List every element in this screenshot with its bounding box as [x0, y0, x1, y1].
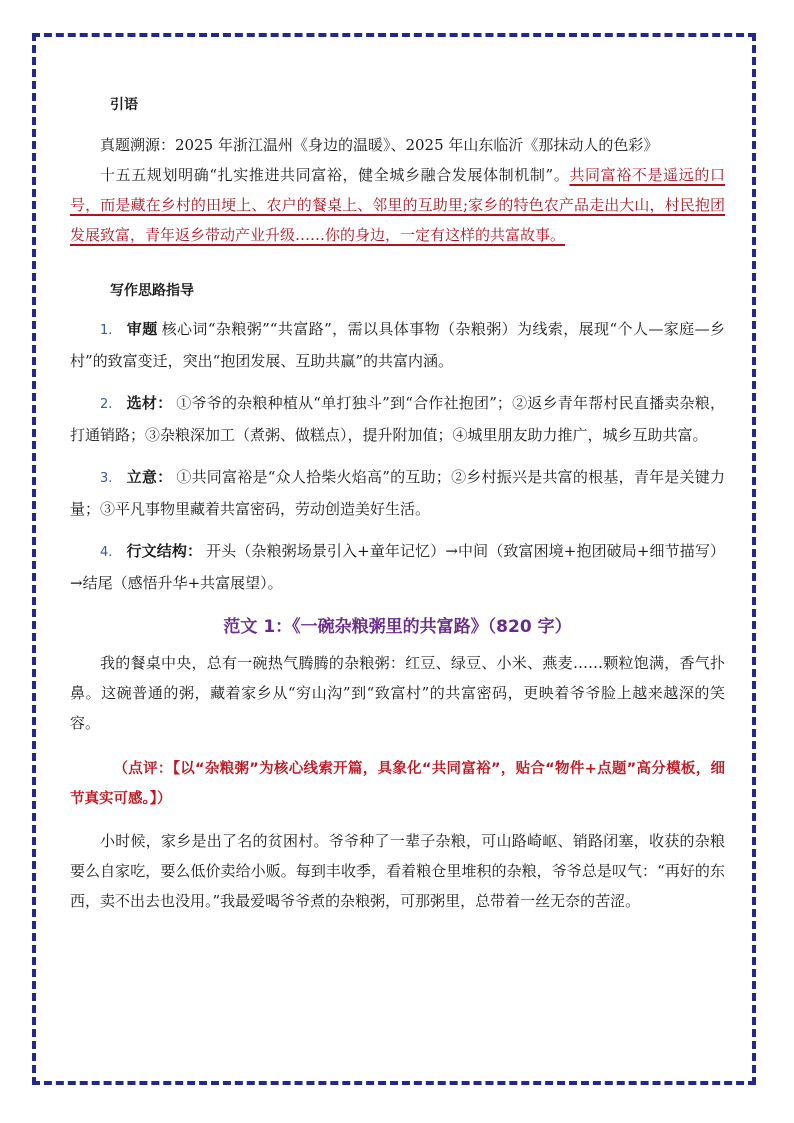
- guide-item-text: ①爷爷的杂粮种植从“单打独斗”到“合作社抱团”；②返乡青年帮村民直播卖杂粮，打通销路；③杂粮深加工（煮粥、做糕点），提升附加值；④城里朋友助力推广，城乡互助共富。: [70, 394, 725, 444]
- document-content: [70, 90, 725, 916]
- guide-item-label: 立意：: [126, 468, 173, 486]
- guide-heading: 写作思路指导: [110, 283, 194, 299]
- intro-body-plain: 十五五规划明确“扎实推进共同富裕，健全城乡融合发展体制机制”。: [100, 166, 570, 184]
- intro-body: [70, 160, 725, 250]
- guide-item-text: 核心词“杂粮粥”“共富路”，需以具体事物（杂粮粥）为线索，展现“个人—家庭—乡村”的致富变迁，突出“抱团发展、互助共赢”的共富内涵。: [70, 320, 725, 370]
- guide-item-label: 选材：: [126, 394, 173, 412]
- guide-item-text: ①共同富裕是“众人拾柴火焰高”的互助；②乡村振兴是共富的根基，青年是关键力量；③平凡事物里藏着共富密码，劳动创造美好生活。: [70, 468, 725, 518]
- intro-source: 真题溯源：2025 年浙江温州《身边的温暖》、2025 年山东临沂《那抹动人的色彩》: [100, 136, 659, 154]
- guide-item-number: 2.: [100, 397, 113, 412]
- essay-paragraph-2: 小时候，家乡是出了名的贫困村。爷爷种了一辈子杂粮，可山路崎岖、销路闭塞，收获的杂粮要么自家吃，要么低价卖给小贩。每到丰收季，看着粮仓里堆积的杂粮，爷爷总是叹气：“再好的东西，卖不出去也没用。”我最爱喝爷爷煮的杂粮粥，可那粥里，总带着一丝无奈的苦涩。: [70, 832, 725, 910]
- guide-item-text: 开头（杂粮粥场景引入+童年记忆）→中间（致富困境+抱团破局+细节描写）→结尾（感悟升华+共富展望）。: [70, 542, 725, 592]
- guide-item-label: 行文结构：: [126, 542, 203, 560]
- guide-item-label: 审题: [126, 320, 158, 338]
- guide-item-number: 1.: [100, 323, 113, 338]
- intro-body-highlight: 共同富裕不是遥远的口号，而是藏在乡村的田埂上、农户的餐桌上、邻里的互助里;家乡的特色农产品走出大山，村民抱团发展致富，青年返乡带动产业升级……你的身边，一定有这样的共富故事。: [70, 166, 725, 244]
- essay-title: 范文 1：《一碗杂粮粥里的共富路》（820 字）: [223, 617, 572, 637]
- guide-item-number: 3.: [100, 471, 113, 486]
- guide-item-4: [70, 536, 725, 598]
- guide-item-1: [70, 314, 725, 376]
- intro-heading: 引语: [110, 97, 138, 113]
- guide-item-3: [70, 462, 725, 524]
- essay-paragraph-1: 我的餐桌中央，总有一碗热气腾腾的杂粮粥：红豆、绿豆、小米、燕麦……颗粒饱满，香气扑鼻。这碗普通的粥，藏着家乡从“穷山沟”到“致富村”的共富密码，更映着爷爷脸上越来越深的笑容。: [70, 654, 725, 732]
- guide-item-2: [70, 388, 725, 450]
- guide-item-number: 4.: [100, 545, 113, 560]
- essay-comment: （点评：【以“杂粮粥”为核心线索开篇，具象化“共同富裕”，贴合“物件+点题”高分模板，细节真实可感。】）: [70, 761, 725, 807]
